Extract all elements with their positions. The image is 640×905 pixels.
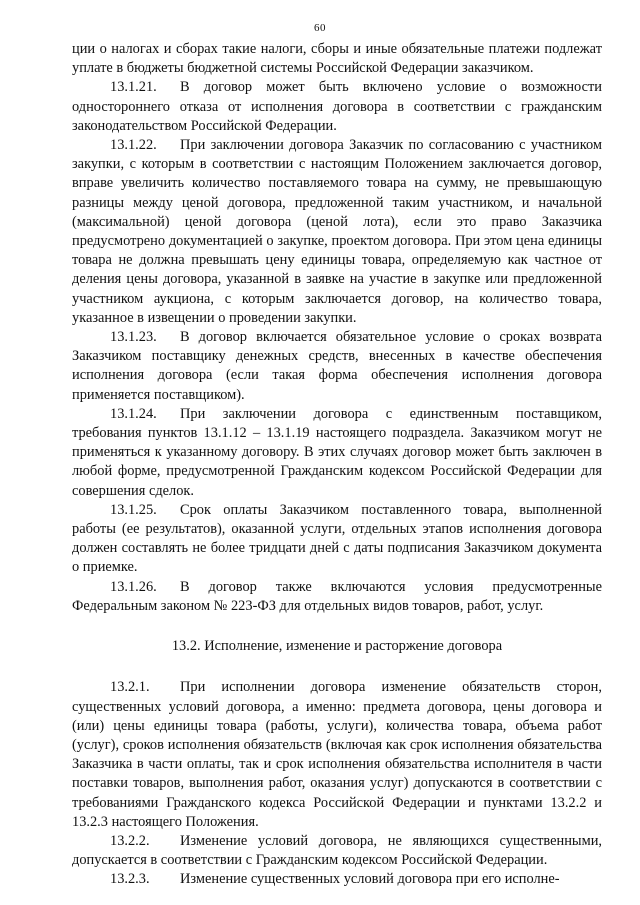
paragraph-number: 13.2.3. bbox=[110, 871, 150, 888]
paragraph-number: 13.1.24. bbox=[110, 405, 157, 422]
paragraph-text: В договор также включаются условия предусмотренные Федеральным законом № 223-ФЗ для отдельных видов товаров, работ, услуг. bbox=[72, 578, 602, 614]
paragraph-text: При исполнении договора изменение обязательств сторон, существенных условий договора, а именно: предмета договора, цены договора и (или) цены единицы товара (работы, услуги), количества товара, объема работ (услуг), сроков исполнения обязательств (включая как срок исполнения обязательства Заказчика в части оплаты, так и срок исполнения обязательства исполнителя в части поставки товаров, выполнения работ, оказания услуг) допускаются в соответствии с требованиями Гражданского кодекса Российской Федерации и пунктами 13.2.2 и 13.2.3 настоящего Положения. bbox=[72, 679, 602, 830]
paragraph-text: В договор включается обязательное условие о сроках возврата Заказчиком поставщику денежных средств, внесенных в качестве обеспечения исполнения договора (если такая форма обеспечения исполнения договора применяется поставщиком). bbox=[72, 329, 602, 403]
section-heading: 13.2. Исполнение, изменение и расторжение договора bbox=[171, 638, 503, 655]
paragraph-13-1-26 bbox=[72, 578, 602, 616]
paragraph-13-2-2 bbox=[72, 832, 602, 870]
paragraph-13-1-22 bbox=[72, 136, 602, 328]
paragraph-number: 13.1.21. bbox=[110, 79, 157, 96]
paragraph-text: При заключении договора с единственным поставщиком, требования пунктов 13.1.12 – 13.1.19 настоящего подраздела. Заказчиком могут не применяться к указанному договору. В этих случаях договор может быть заключен в любой форме, предусмотренной Гражданским кодексом Российской Федерации для совершения сделок. bbox=[72, 405, 602, 499]
paragraph-text: Срок оплаты Заказчиком поставленного товара, выполненной работы (ее результатов), оказанной услуги, отдельных этапов исполнения договора должен составлять не более тридцати дней с даты подписания Заказчиком документа о приемке. bbox=[72, 501, 602, 576]
paragraph-text: Изменение условий договора, не являющихся существенными, допускается в соответствии с Гражданским кодексом Российской Федерации. bbox=[72, 832, 602, 869]
page-number: 60 bbox=[314, 22, 326, 34]
paragraph-text: В договор может быть включено условие о возможности одностороннего отказа от исполнения договора в соответствии с гражданским законодательством Российской Федерации. bbox=[72, 79, 602, 134]
paragraph-number: 13.1.25. bbox=[110, 501, 157, 518]
paragraph-number: 13.2.2. bbox=[110, 832, 150, 849]
continuation-text: ции о налогах и сборах такие налоги, сборы и иные обязательные платежи подлежат уплате в бюджеты бюджетной системы Российской Федерации заказчиком. bbox=[72, 41, 602, 77]
paragraph-number: 13.1.22. bbox=[110, 137, 157, 154]
paragraph-number: 13.2.1. bbox=[110, 679, 150, 696]
document-body bbox=[72, 40, 602, 890]
paragraph-13-1-25 bbox=[72, 501, 602, 578]
paragraph-13-1-21 bbox=[72, 78, 602, 136]
paragraph-13-2-1 bbox=[72, 678, 602, 832]
paragraph-text: При заключении договора Заказчик по согласованию с участником закупки, с которым в соответствии с настоящим Положением заключается договор, вправе увеличить количество поставляемого товара на сумму, не превышающую разницы между ценой договора, предложенной таким участником, и начальной (максимальной) ценой договора (ценой лота), если это право Заказчика предусмотрено документацией о закупке, проектом договора. При этом цена единицы товара не должна превышать цену единицы товара, определяемую как частное от деления цены договора, указанной в заявке на участие в закупке или предложенной участником аукциона, с которым заключается договор, на количество товара, указанное в извещении о проведении закупки. bbox=[72, 137, 602, 326]
paragraph-number: 13.1.23. bbox=[110, 329, 157, 346]
paragraph-text: Изменение существенных условий договора при его исполне- bbox=[180, 871, 560, 888]
paragraph-13-1-24 bbox=[72, 405, 602, 501]
paragraph-13-2-3 bbox=[72, 870, 602, 889]
paragraph-number: 13.1.26. bbox=[110, 578, 157, 595]
paragraph-13-1-23 bbox=[72, 328, 602, 405]
